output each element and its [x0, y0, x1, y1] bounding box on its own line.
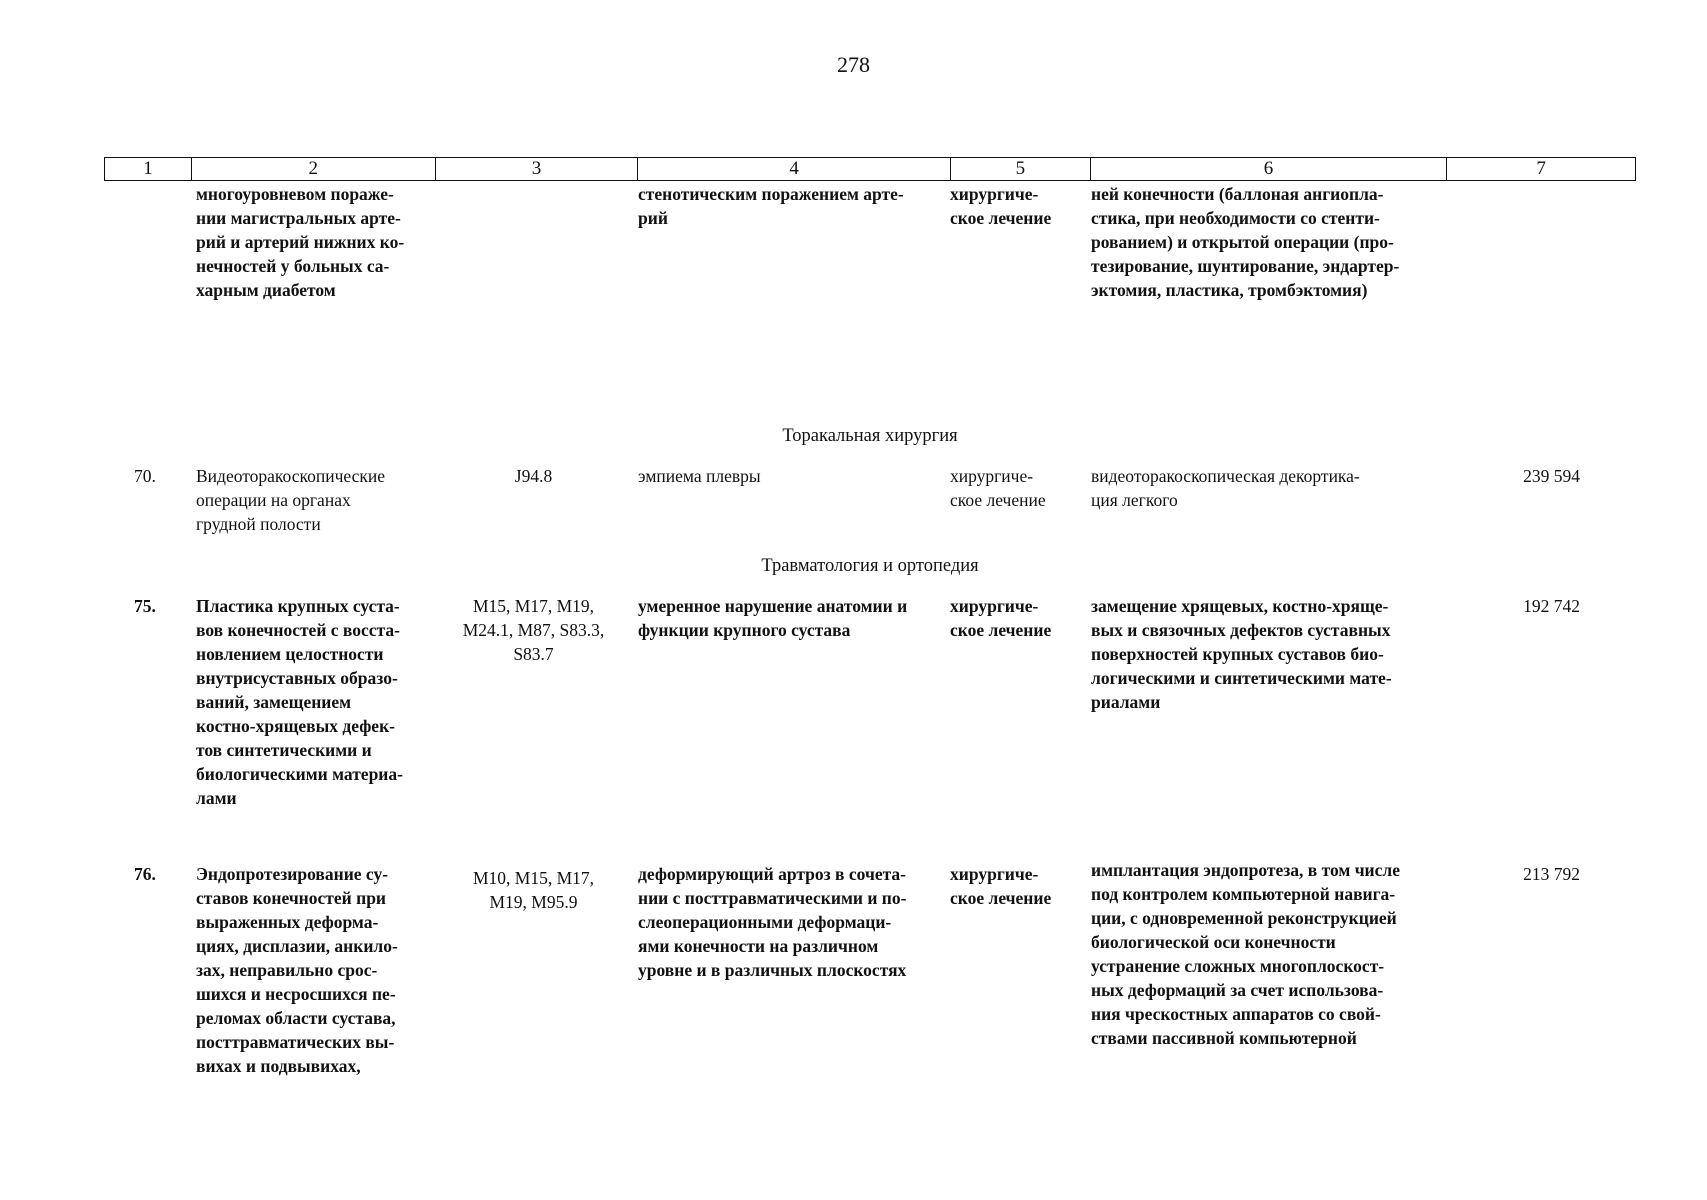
header-col-7: 7	[1536, 158, 1546, 179]
header-col-5: 5	[951, 158, 1091, 180]
row-75-col-6: замещение хрящевых, костно-хряще- вых и связочных дефектов суставных поверхностей крупных суставов био- логическими и синтетическими мате- риалами	[1091, 596, 1392, 712]
row-75-col-2: Пластика крупных суста- вов конечностей с восста- новлением целостности внутрисуставных образо- ваний, замещением костно-хрящевых дефек- тов синтетическими и биологическими материа- лами	[196, 596, 403, 808]
header-col-1: 1	[105, 158, 192, 180]
continuation-col-5: хирургиче- ское лечение	[950, 184, 1052, 228]
row-76-number: 76.	[134, 864, 156, 884]
row-75-col-4: умеренное нарушение анатомии и функции крупного сустава	[638, 596, 908, 640]
row-76-col-3: M10, M15, M17, M19, M95.9	[472, 868, 595, 912]
row-70-number: 70.	[134, 466, 156, 486]
row-76-col-5: хирургиче- ское лечение	[950, 864, 1052, 908]
continuation-col-4: стенотическим поражением арте- рий	[638, 184, 904, 228]
row-70-col-7: 239 594	[1523, 466, 1580, 486]
continuation-col-2: многоуровневом пораже- нии магистральных арте- рий и артерий нижних ко- нечностей у больных са- харным диабетом	[196, 184, 405, 300]
row-70-col-4: эмпиема плевры	[638, 466, 761, 486]
row-76-col-4: деформирующий артроз в сочета- нии с посттравматическими и по- слеоперационными деформаци- ями конечности на различном уровне и в различных плоскостях	[638, 864, 907, 980]
row-75-col-5: хирургиче- ское лечение	[950, 596, 1052, 640]
continuation-col-6: ней конечности (баллоная ангиопла- стика, при необходимости со стенти- рованием) и открытой операции (про- тезирование, шунтирование, эндартер- эктомия, пластика, тромбэктомия)	[1091, 184, 1400, 300]
header-col-6: 6	[1091, 158, 1448, 180]
page-number: 278	[837, 52, 870, 77]
table-header-row	[104, 157, 1636, 181]
row-75-col-3: M15, M17, M19, M24.1, M87, S83.3, S83.7	[462, 596, 605, 664]
row-76-col-2: Эндопротезирование су- ставов конечностей при выраженных деформа- циях, дисплазии, анкило- зах, неправильно срос- шихся и несросшихся пе- реломах области сустава, посттравматических вы- вихах и подвывихах,	[196, 864, 398, 1076]
row-76-col-6: имплантация эндопротеза, в том числе под контролем компьютерной навига- ции, с одновременной реконструкцией биологической оси конечности устранение сложных многоплоскост- ных деформаций за счет использова- ния чрескостных аппаратов со свой- ствами пассивной компьютерной	[1091, 860, 1400, 1048]
row-70-col-3: J94.8	[514, 466, 553, 486]
row-75-col-7: 192 742	[1523, 596, 1580, 616]
header-col-4: 4	[638, 158, 951, 180]
row-76-col-7: 213 792	[1523, 864, 1580, 884]
row-70-col-2: Видеоторакоскопические операции на органах грудной полости	[196, 466, 385, 534]
header-col-3: 3	[436, 158, 639, 180]
row-70-col-6: видеоторакоскопическая декортика- ция легкого	[1091, 466, 1360, 510]
row-70-col-5: хирургиче- ское лечение	[950, 466, 1046, 510]
section-heading-thoracic: Торакальная хирургия	[782, 426, 958, 446]
section-heading-trauma: Травматология и ортопедия	[761, 556, 979, 576]
header-col-2: 2	[192, 158, 436, 180]
row-75-number: 75.	[134, 596, 156, 616]
